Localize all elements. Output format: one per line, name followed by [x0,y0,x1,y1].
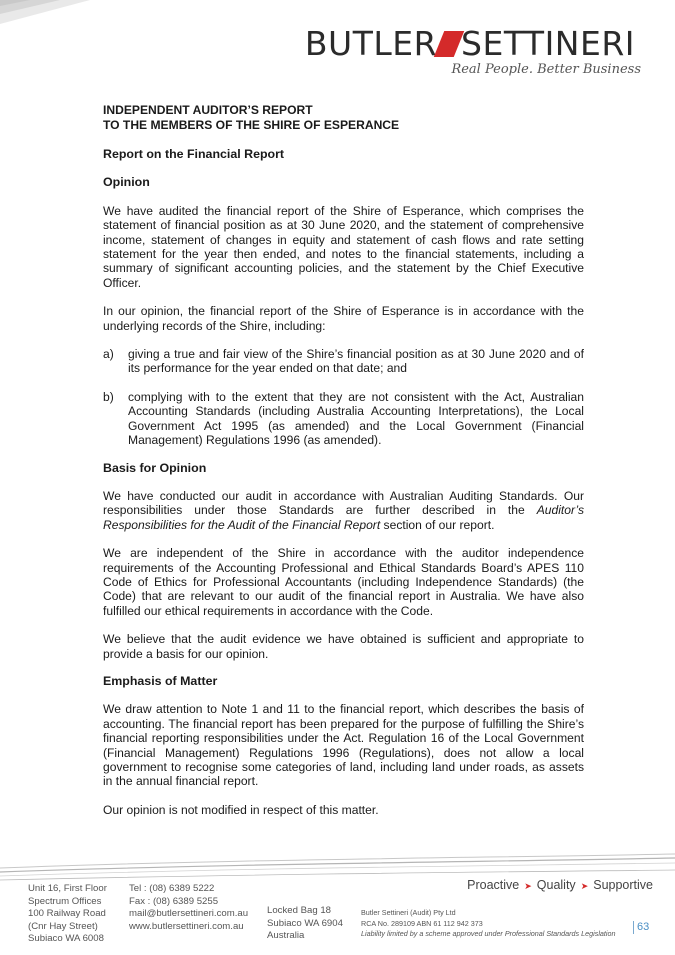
tagline-separator-icon: ➤ [524,881,532,891]
footer-legal [361,908,616,940]
basis-text-start: We have conducted our audit in accordance with Australian Auditing Standards. Our responsibilities under those Standards are further described in the [103,488,584,518]
contact-email: mail@butlersettineri.com.au [129,908,249,920]
company-registration: RCA No. 289109 ABN 61 112 942 373 [361,918,483,928]
list-item-text-a: giving a true and fair view of the Shire’s financial position as at 30 June 2020 and of its performance for the year ended on that date; and [128,347,584,376]
list-item-text-b: complying with to the extent that they are not consistent with the Act, Australian Accounting Standards (including Australia Accounting Interpretations), the Local Government Act 1995 (as amended) and the Local Government (Financial Management) Regulations 1996 (as amended). [128,389,584,448]
section-heading-financial-report: Report on the Financial Report [103,147,285,161]
address-line: 100 Railway Road [28,908,106,920]
address-line: Unit 16, First Floor [28,883,107,894]
heading-basis-for-opinion: Basis for Opinion [103,460,207,475]
address-line: Spectrum Offices [28,895,102,907]
emphasis-paragraph-1: We draw attention to Note 1 and 11 to the financial report, which describes the basis of accounting. The financial report has been prepared for the purpose of fulfilling the Shire’s financial reporting responsibilities under the Act. Regulation 16 of the Local Government (Financial Management) Regulations 1996 (Regulations), does not allow a local government to recognise some categories of land, including land under roads, as assets in the annual financial report. [103,702,584,789]
basis-text-end: section of our report. [380,517,495,532]
logo-wordmark [305,24,635,63]
emphasis-paragraph-2: Our opinion is not modified in respect of this matter. [103,802,379,817]
list-item [103,390,584,448]
report-body [103,103,584,817]
logo-slash-mark [434,31,465,57]
postal-line: Australia [267,930,305,942]
contact-website: www.butlersettineri.com.au [129,920,244,932]
postal-line: Locked Bag 18 [267,905,332,916]
footer-address [28,883,107,946]
list-marker-b: b) [103,389,114,404]
corner-decoration [0,0,90,32]
basis-paragraph-2: We are independent of the Shire in accordance with the auditor independence requirements of the Accounting Professional and Ethical Standards Board’s APES 110 Code of Ethics for Professional Accountants (including Independence Standards) (the Code) that are relevant to our audit of the financial report in Australia. We have also fulfilled our ethical requirements in accordance with the Code. [103,546,584,618]
liability-statement: Liability limited by a scheme approved under Professional Standards Legislation [361,929,616,938]
tagline-quality: Quality [536,878,576,892]
report-title-line1: INDEPENDENT AUDITOR’S REPORT [103,103,313,117]
report-title-line2: TO THE MEMBERS OF THE SHIRE OF ESPERANCE [103,117,400,132]
heading-opinion: Opinion [103,175,150,190]
company-name: Butler Settineri (Audit) Pty Ltd [361,908,456,917]
tagline-supportive: Supportive [593,878,653,892]
footer-tagline [467,878,653,892]
contact-fax: Fax : (08) 6389 5255 [129,895,219,907]
logo-tagline: Real People. Better Business [451,62,641,77]
page-number: 63 [633,921,649,934]
basis-text-italic: Auditor’s Responsibilities for the Audit of the Financial Report [103,503,584,532]
opinion-paragraph-2: In our opinion, the financial report of the Shire of Esperance is in accordance with the underlying records of the Shire, including: [103,304,584,333]
basis-paragraph-3: We believe that the audit evidence we have obtained is sufficient and appropriate to provide a basis for our opinion. [103,632,584,661]
footer-postal [267,905,343,943]
tagline-proactive: Proactive [467,878,520,892]
list-item [103,347,584,376]
contact-phone: Tel : (08) 6389 5222 [129,883,215,894]
company-logo [304,20,645,82]
address-line: (Cnr Hay Street) [28,920,98,932]
opinion-list [103,347,584,447]
opinion-paragraph-1: We have audited the financial report of the Shire of Esperance, which comprises the statement of financial position as at 30 June 2020, and the statement of comprehensive income, statement of changes in equity and statement of cash flows and rate setting statement for the year then ended, and notes to the financial statements, including a summary of significant accounting policies, and the statement by the Chief Executive Officer. [103,203,584,290]
footer-contact [129,883,248,933]
postal-line: Subiaco WA 6904 [267,917,343,929]
list-marker-a: a) [103,347,114,362]
logo-word-left: BUTLER [304,24,438,63]
tagline-separator-icon: ➤ [580,881,589,891]
basis-paragraph-1 [103,489,584,532]
heading-emphasis-of-matter: Emphasis of Matter [103,673,218,688]
logo-word-right: SETTINERI [461,24,635,63]
address-line: Subiaco WA 6008 [28,933,104,945]
